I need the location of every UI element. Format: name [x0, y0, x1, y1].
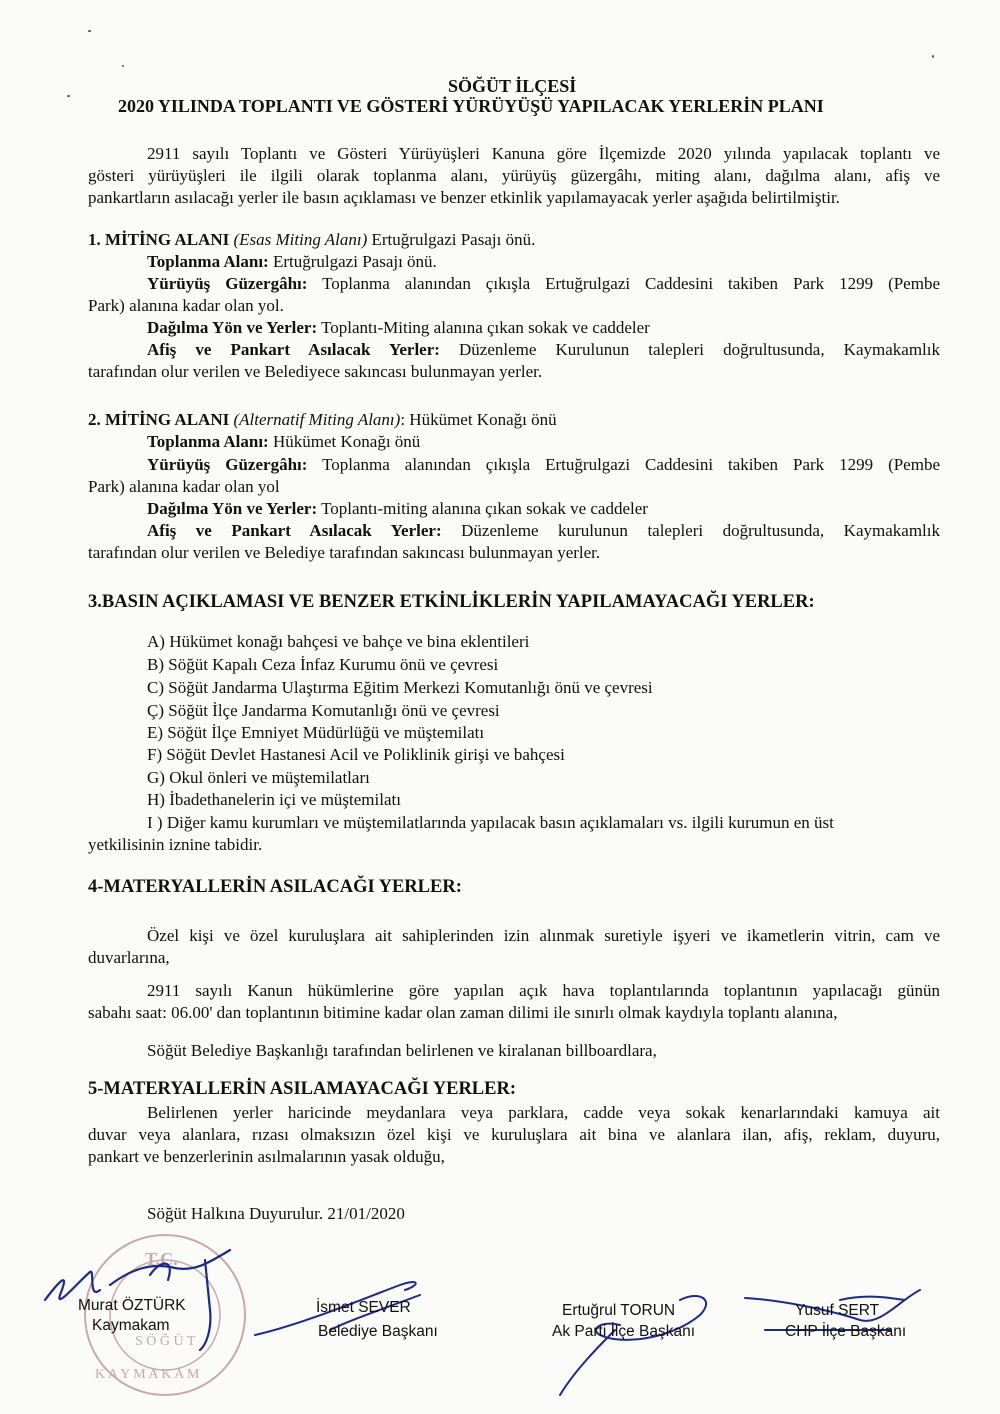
list-item: H) İbadethanelerin içi ve müştemilatı — [147, 790, 401, 809]
dagilma-label: Dağılma Yön ve Yerler: — [147, 318, 318, 337]
signatory-name: Ertuğrul TORUN — [562, 1302, 676, 1319]
section3-heading: 3.BASIN AÇIKLAMASI VE BENZER ETKİNLİKLERİN YAPILAMAYACAĞI YERLER: — [88, 592, 815, 612]
list-item: Ç) Söğüt İlçe Jandarma Komutanlığı önü ve çevresi — [147, 701, 500, 720]
section4-p1: Özel kişi ve özel kuruluşlara ait sahiplerinden izin alınmak suretiyle işyeri ve ikametlerin vitrin, cam ve — [147, 926, 940, 945]
afis-value: Düzenleme Kurulunun talepleri doğrultusunda, Kaymakamlık — [459, 340, 940, 359]
dagilma-label: Dağılma Yön ve Yerler: — [147, 499, 318, 518]
section2-heading-label: 2. MİTİNG ALANI — [88, 410, 230, 429]
signatory-name: İsmet SEVER — [316, 1299, 411, 1316]
list-item-cont: yetkilisinin iznine tabidir. — [88, 835, 263, 854]
section4-heading: 4-MATERYALLERİN ASILACAĞI YERLER: — [88, 877, 462, 897]
intro-line: pankartların asılacağı yerler ile basın açıklaması ve benzer etkinlik yapılamayacak yerler aşağıda belirtilmiştir. — [88, 188, 840, 207]
section5-line: Belirlenen yerler haricinde meydanlara veya parklara, cadde veya sokak kenarlarındaki kamuya ait — [147, 1103, 940, 1122]
toplanma-label: Toplanma Alanı: — [147, 252, 269, 271]
dagilma-value: Toplantı-Miting alanına çıkan sokak ve caddeler — [321, 318, 650, 337]
toplanma-label: Toplanma Alanı: — [147, 432, 269, 451]
svg-text:S Ö Ğ Ü T: S Ö Ğ Ü T — [135, 1334, 196, 1349]
section1-yuruyus-cont: Park) alanına kadar olan yol. — [88, 296, 284, 315]
section1-heading-rest: Ertuğrulgazi Pasajı önü. — [371, 230, 536, 249]
dagilma-value: Toplantı-miting alanına çıkan sokak ve caddeler — [321, 499, 648, 518]
section4-p2-cont: sabahı saat: 06.00' dan toplantının bitimine kadar olan zaman dilimi ile sınırlı olmak kaydıyla toplantı alanına, — [88, 1003, 838, 1022]
signatory-title: CHP İlçe Başkanı — [785, 1323, 907, 1340]
section4-p2: 2911 sayılı Kanun hükümlerine göre yapılan açık hava toplantılarında toplantının yapılacağı günün — [147, 981, 940, 1000]
section2-afis-cont: tarafından olur verilen ve Belediye tarafından sakıncası bulunmayan yerler. — [88, 543, 601, 562]
yuruyus-value: Toplanma alanından çıkışla Ertuğrulgazi Caddesini takiben Park 1299 (Pembe — [322, 274, 940, 293]
section5-heading: 5-MATERYALLERİN ASILAMAYACAĞI YERLER: — [88, 1079, 517, 1099]
intro-line: 2911 sayılı Toplantı ve Gösteri Yürüyüşleri Kanuna göre İlçemizde 2020 yılında yapılacak toplantı ve — [147, 144, 940, 163]
signatory-title: Kaymakam — [92, 1317, 170, 1334]
section2-heading-italic: (Alternatif Miting Alanı) — [233, 410, 401, 429]
signatory-title: Belediye Başkanı — [318, 1323, 438, 1340]
list-item: F) Söğüt Devlet Hastanesi Acil ve Poliklinik girişi ve bahçesi — [147, 745, 565, 764]
section2-heading-rest: : Hükümet Konağı önü — [400, 410, 557, 429]
intro-line: gösteri yürüyüşleri ile ilgili olarak toplanma alanı, yürüyüş güzergâhı, miting alanı, dağılma alanı, afiş ve — [88, 166, 940, 185]
toplanma-value: Ertuğrulgazi Pasajı önü. — [272, 252, 437, 271]
signatory-name: Murat ÖZTÜRK — [78, 1297, 186, 1314]
toplanma-value: Hükümet Konağı önü — [272, 432, 421, 451]
signatory-name: Yusuf SERT — [795, 1302, 880, 1319]
signatory-title: Ak Parti İlçe Başkanı — [552, 1323, 696, 1340]
list-item: G) Okul önleri ve müştemilatları — [147, 768, 370, 787]
section4-p1-cont: duvarlarına, — [88, 948, 170, 967]
section1-afis-cont: tarafından olur verilen ve Belediyece sakıncası bulunmayan yerler. — [88, 362, 543, 381]
page-title-line1: SÖĞÜT İLÇESİ — [448, 76, 577, 96]
announcement-date: Söğüt Halkına Duyurulur. 21/01/2020 — [147, 1204, 405, 1223]
afis-label: Afiş ve Pankart Asılacak Yerler: — [147, 521, 442, 540]
list-item: B) Söğüt Kapalı Ceza İnfaz Kurumu önü ve çevresi — [147, 655, 499, 674]
section5-line: duvar veya alanlara, rızası olmaksızın özel kişi ve kuruluşlara ait bina ve alanlara ilan, afiş, reklam, duyuru, — [88, 1125, 940, 1144]
yuruyus-label: Yürüyüş Güzergâhı: — [147, 455, 308, 474]
afis-label: Afiş ve Pankart Asılacak Yerler: — [147, 340, 440, 359]
page-title-line2: 2020 YILINDA TOPLANTI VE GÖSTERİ YÜRÜYÜŞÜ YAPILACAK YERLERİN PLANI — [118, 96, 824, 116]
list-item: E) Söğüt İlçe Emniyet Müdürlüğü ve müştemilatı — [147, 723, 485, 742]
list-item: C) Söğüt Jandarma Ulaştırma Eğitim Merkezi Komutanlığı önü ve çevresi — [147, 678, 653, 697]
svg-text:T.C.: T.C. — [145, 1249, 178, 1269]
section1-heading-italic: (Esas Miting Alanı) — [233, 230, 368, 249]
yuruyus-label: Yürüyüş Güzergâhı: — [147, 274, 308, 293]
section5-line: pankart ve benzerlerinin asılmalarının yasak olduğu, — [88, 1147, 445, 1166]
section4-p3: Söğüt Belediye Başkanlığı tarafından belirlenen ve kiralanan billboardlara, — [147, 1041, 657, 1060]
list-item: A) Hükümet konağı bahçesi ve bahçe ve bina eklentileri — [147, 632, 530, 651]
afis-value: Düzenleme kurulunun talepleri doğrultusunda, Kaymakamlık — [461, 521, 940, 540]
section1-heading-label: 1. MİTİNG ALANI — [88, 230, 230, 249]
yuruyus-value: Toplanma alanından çıkışla Ertuğrulgazi Caddesini takiben Park 1299 (Pembe — [322, 455, 940, 474]
svg-text:K A Y M A K A M: K A Y M A K A M — [95, 1367, 200, 1382]
section2-yuruyus-cont: Park) alanına kadar olan yol — [88, 477, 280, 496]
list-item: I ) Diğer kamu kurumları ve müştemilatlarında yapılacak basın açıklamaları vs. ilgili kurumun en üst — [147, 813, 834, 832]
